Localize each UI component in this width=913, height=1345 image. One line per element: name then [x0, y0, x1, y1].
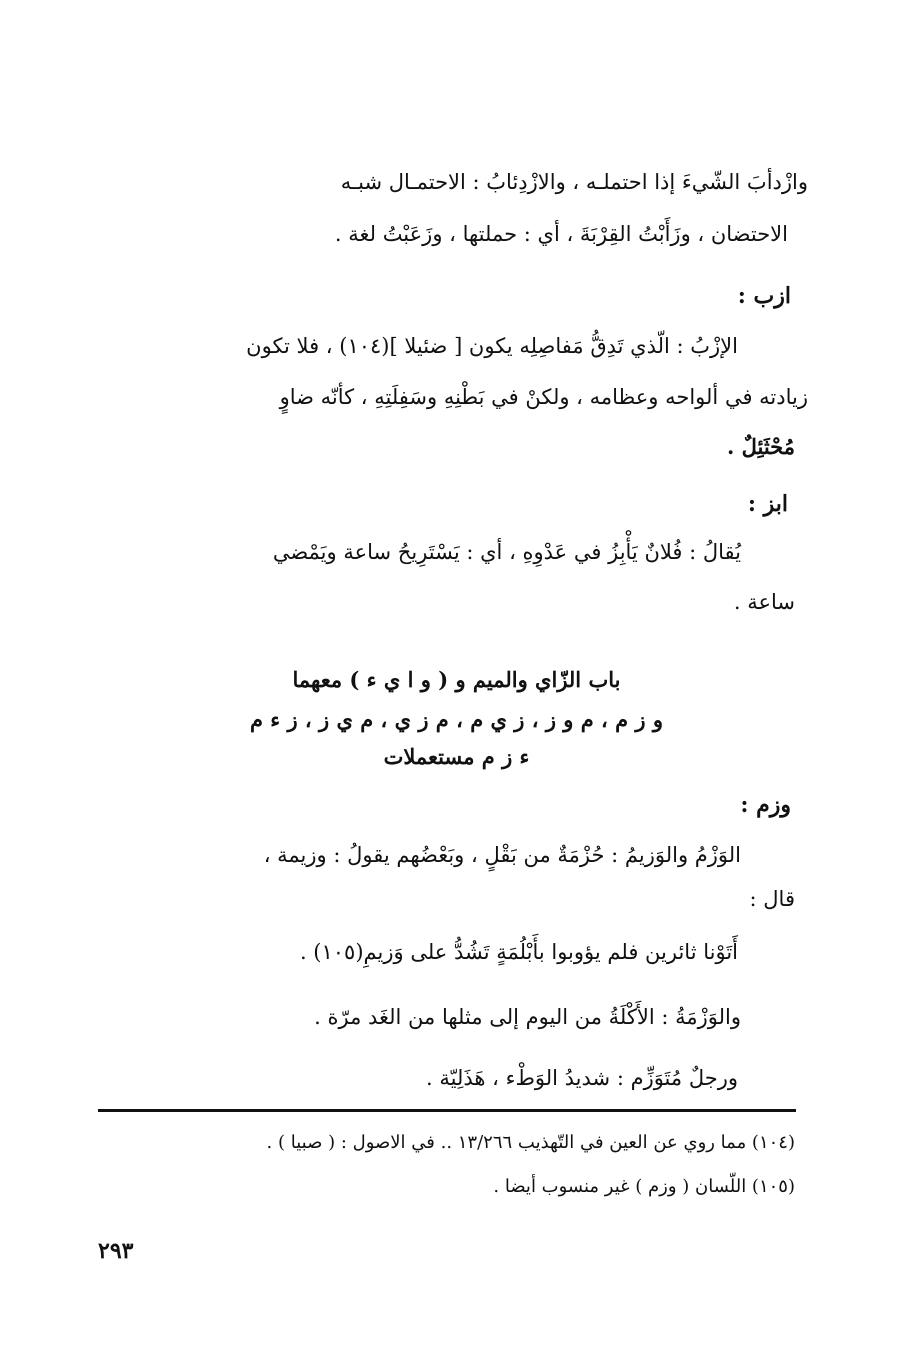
paragraph-line: الإزْبُ : الّذي تَدِقُّ مَفاصِلِه يكون [ ضئيلا ](١٠٤) ، فلا تكون — [246, 334, 738, 358]
page-number: ٢٩٣ — [98, 1238, 134, 1264]
paragraph-line: الاحتضان ، وزَأَبْتُ القِرْبَةَ ، أي : حملتها ، وزَعَبْتُ لغة . — [334, 222, 788, 246]
entry-heading: ابز : — [747, 491, 788, 517]
chapter-title: باب الزّاي والميم و ( و ا ي ء ) معهما — [292, 667, 621, 692]
paragraph-line: والوَزْمَةُ : الأَكْلَةُ من اليوم إلى مثلها من الغَد مرّة . — [314, 1005, 741, 1029]
paragraph-line: قال : — [749, 887, 795, 911]
paragraph-line: مُحْثَئِلٌ . — [726, 434, 795, 459]
paragraph-line: الوَزْمُ والوَزيمُ : حُزْمَةٌ من بَقْلٍ ، وبَعْضُهم يقولُ : وزيمة ، — [263, 843, 741, 867]
footnote: (١٠٥) اللّسان ( وزم ) غير منسوب أيضا . — [493, 1176, 795, 1197]
verse-line: أَتَوْنا ثائرين فلم يؤوبوا بأَبْلُمَةٍ تَشُدُّ على وَزيمِ(١٠٥) . — [299, 940, 738, 964]
paragraph-line: يُقالُ : فُلانٌ يَأْبِزُ في عَدْوِهِ ، أي : يَسْتَرِيحُ ساعة ويَمْضي — [272, 540, 741, 564]
paragraph-line: ساعة . — [733, 590, 795, 614]
footnote-divider — [98, 1109, 796, 1112]
paragraph-line: ورجلٌ مُتَوَزِّم : شديدُ الوَطْء ، هَذَلِيّة . — [426, 1066, 738, 1090]
chapter-root-list: و ز م ، م و ز ، ز ي م ، م ز ي ، م ي ز ، ز ء م — [249, 707, 664, 732]
entry-heading: وزم : — [740, 792, 791, 818]
chapter-root-list: ء ز م مستعملات — [383, 744, 530, 769]
paragraph-line: زيادته في ألواحه وعظامه ، ولكنْ في بَطْنِهِ وسَفِلَتِهِ ، كأنّه ضاوٍ — [279, 385, 808, 409]
footnote: (١٠٤) مما روي عن العين في التّهذيب ١٣/٢٦٦ .. في الاصول : ( صبيا ) . — [266, 1132, 795, 1153]
paragraph-line: وازْدأبَ الشّيءَ إذا احتملـه ، والازْدِئابُ : الاحتمـال شبـه — [340, 170, 808, 194]
entry-heading: ازب : — [737, 283, 791, 309]
